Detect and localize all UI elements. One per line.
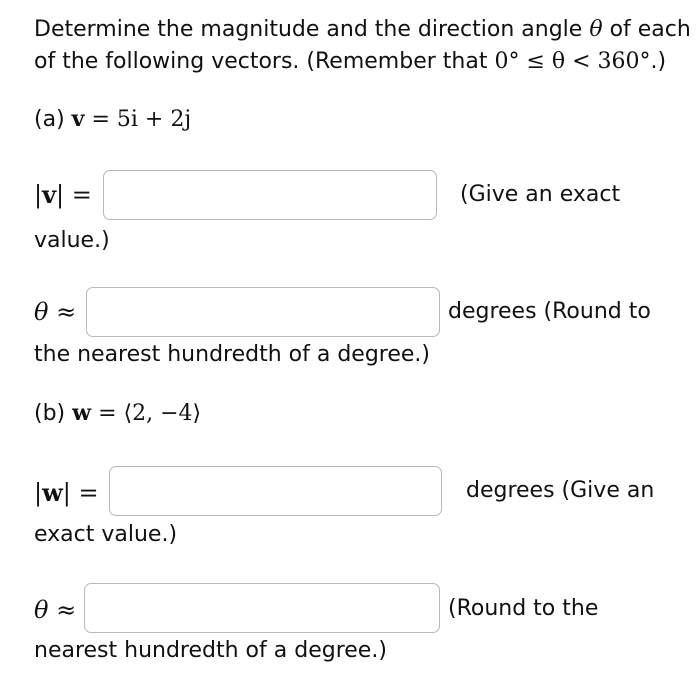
instructions-line-2: of the following vectors. (Remember that 0° ≤ θ < 360°.) xyxy=(34,49,667,74)
part-b-angle-hint: (Round to the xyxy=(448,596,599,621)
part-a-angle-label: θ ≈ xyxy=(34,298,77,326)
part-a-magnitude-hint: (Give an exact xyxy=(460,182,621,207)
part-b-angle-hint-cont: nearest hundredth of a degree.) xyxy=(34,638,387,663)
part-b-angle-label: θ ≈ xyxy=(34,596,77,624)
part-a-angle-hint: degrees (Round to xyxy=(448,299,651,324)
part-b-angle-input[interactable] xyxy=(84,583,440,633)
part-b-magnitude-input[interactable] xyxy=(109,466,442,516)
part-a-magnitude-hint-cont: value.) xyxy=(34,228,110,253)
instructions-line-1: Determine the magnitude and the direction angle θ of each xyxy=(34,17,691,42)
part-b-magnitude-label: |w| = xyxy=(34,478,99,507)
part-b-heading: (b) w = ⟨2, −4⟩ xyxy=(34,400,202,426)
part-a-magnitude-input[interactable] xyxy=(103,170,437,220)
part-a-angle-hint-cont: the nearest hundredth of a degree.) xyxy=(34,342,430,367)
part-b-magnitude-hint: degrees (Give an xyxy=(466,478,655,503)
part-a-angle-input[interactable] xyxy=(86,287,440,337)
part-b-magnitude-hint-cont: exact value.) xyxy=(34,522,178,547)
part-a-heading: (a) v = 5i + 2j xyxy=(34,106,192,132)
instructions xyxy=(34,14,691,78)
part-a-magnitude-label: |v| = xyxy=(34,180,92,209)
